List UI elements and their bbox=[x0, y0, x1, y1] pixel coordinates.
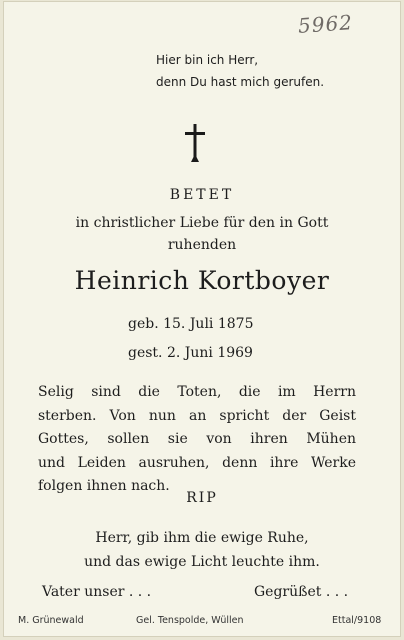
verse-line: Gottes, sollen sie von ihren Mühen bbox=[38, 431, 356, 447]
printer-credit: M. Grünewald bbox=[18, 615, 84, 626]
betet-heading: BETET bbox=[169, 187, 235, 203]
print-reference: Ettal/9108 bbox=[332, 615, 382, 626]
rip-text: RIP bbox=[186, 490, 218, 506]
epigraph-line: Hier bin ich Herr, bbox=[156, 53, 259, 67]
deceased-name: Heinrich Kortboyer bbox=[74, 266, 330, 295]
printer-location: Gel. Tenspolde, Wüllen bbox=[136, 615, 244, 626]
verse-line: Selig sind die Toten, die im Herrn bbox=[38, 384, 356, 400]
gegruesset-text: Gegrüßet . . . bbox=[254, 584, 349, 600]
intro-line: in christlicher Liebe für den in Gott bbox=[75, 215, 329, 231]
verse-line: sterben. Von nun an spricht der Geist bbox=[38, 407, 356, 424]
latin-cross-icon bbox=[184, 124, 206, 162]
prayer-line: Herr, gib ihm die ewige Ruhe, bbox=[95, 530, 309, 546]
intro-text bbox=[0, 212, 404, 256]
epigraph-line: denn Du hast mich gerufen. bbox=[156, 75, 325, 89]
intro-line: ruhenden bbox=[167, 237, 237, 253]
scripture-verse bbox=[38, 381, 356, 499]
vater-unser-text: Vater unser . . . bbox=[42, 584, 152, 600]
verse-line: folgen ihnen nach. bbox=[38, 478, 170, 494]
epigraph bbox=[156, 49, 324, 93]
prayer-line: und das ewige Licht leuchte ihm. bbox=[84, 554, 320, 570]
verse-line: und Leiden ausruhen, denn ihre Werke bbox=[38, 454, 356, 471]
birth-date: geb. 15. Juli 1875 bbox=[128, 316, 254, 332]
closing-prayer bbox=[0, 526, 404, 574]
death-date: gest. 2. Juni 1969 bbox=[128, 345, 253, 361]
handwritten-archive-number: 5962 bbox=[297, 10, 354, 38]
